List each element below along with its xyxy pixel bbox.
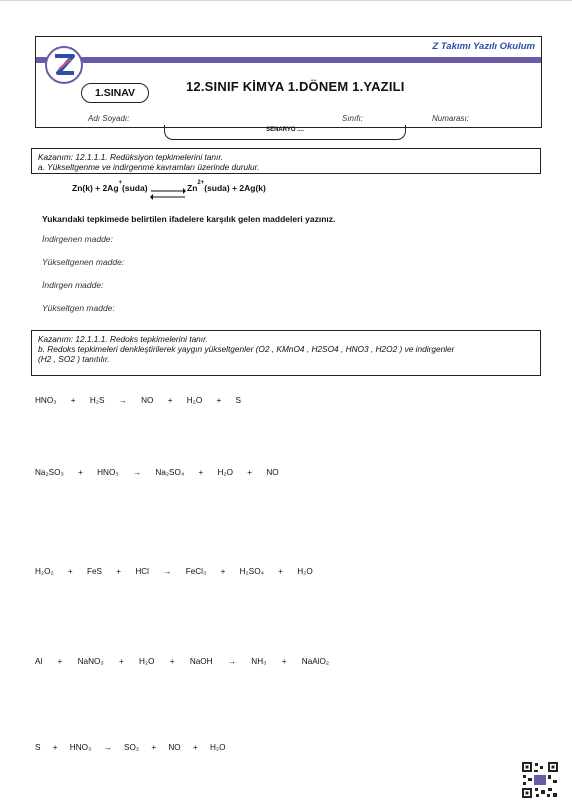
kazanim-1-line-1: Kazanım: 12.1.1.1. Redüksiyon tepkimelerini tanır. xyxy=(38,152,224,162)
answer-item: İndirgen madde: xyxy=(42,280,104,290)
class-label: Sınıfı: xyxy=(342,114,363,123)
answer-item: Yükseltgenen madde: xyxy=(42,257,125,267)
answer-item: Yükseltgen madde: xyxy=(42,303,115,313)
school-name: Z Takımı Yazılı Okulum xyxy=(432,41,535,52)
kazanim-1-line-2: a. Yükseltgenme ve indirgenme kavramları üzerinde durulur. xyxy=(38,162,260,172)
top-border xyxy=(0,0,572,1)
equilibrium-arrows-icon xyxy=(150,186,186,202)
kazanim-box-1 xyxy=(31,148,541,174)
kazanim-2-line-1: Kazanım: 12.1.1.1. Redoks tepkimelerini tanır. xyxy=(38,334,208,344)
z-logo-icon xyxy=(44,45,84,85)
reaction-right: $Zn^{2+}(suda) + 2Ag(k)$ xyxy=(187,180,266,193)
equation-row: Al + NaNO₃ + H₂O + NaOH → NH₃ + NaAlO₂ xyxy=(35,657,330,666)
exam-number-badge: 1.SINAV xyxy=(81,83,149,103)
senaryo-tab: SENARYO .... xyxy=(164,125,406,140)
kazanim-box-2 xyxy=(31,330,541,376)
answer-item: İndirgenen madde: xyxy=(42,234,113,244)
question-text: Yukarıdaki tepkimede belirtilen ifadelere karşılık gelen maddeleri yazınız. xyxy=(42,214,336,224)
header-band xyxy=(36,57,541,63)
exam-title: 12.SINIF KİMYA 1.DÖNEM 1.YAZILI xyxy=(186,79,405,94)
kazanim-2-line-2: b. Redoks tepkimeleri denkleştirilerek yaygın yükseltgenler (O2 , KMnO4 , H2SO4 , HNO3 , H2O2 ) ve indirgenler xyxy=(38,344,455,354)
equation-row: S + HNO₃ → SO₂ + NO + H₂O xyxy=(35,743,226,752)
kazanim-2-line-3: (H2 , SO2 ) tanıtılır. xyxy=(38,354,110,364)
equation-row: Na₂SO₃ + HNO₃ → Na₂SO₄ + H₂O + NO xyxy=(35,468,279,477)
qr-code-icon xyxy=(521,761,559,799)
name-label: Adı Soyadı: xyxy=(88,114,130,123)
equation-row: HNO₃ + H₂S → NO + H₂O + S xyxy=(35,396,242,405)
equation-row: H₂O₂ + FeS + HCl → FeCl₃ + H₂SO₄ + H₂O xyxy=(35,567,313,576)
number-label: Numarası: xyxy=(432,114,469,123)
exam-header xyxy=(35,36,542,133)
reaction-left: Zn(k) + 2Ag+(suda) xyxy=(72,180,148,193)
